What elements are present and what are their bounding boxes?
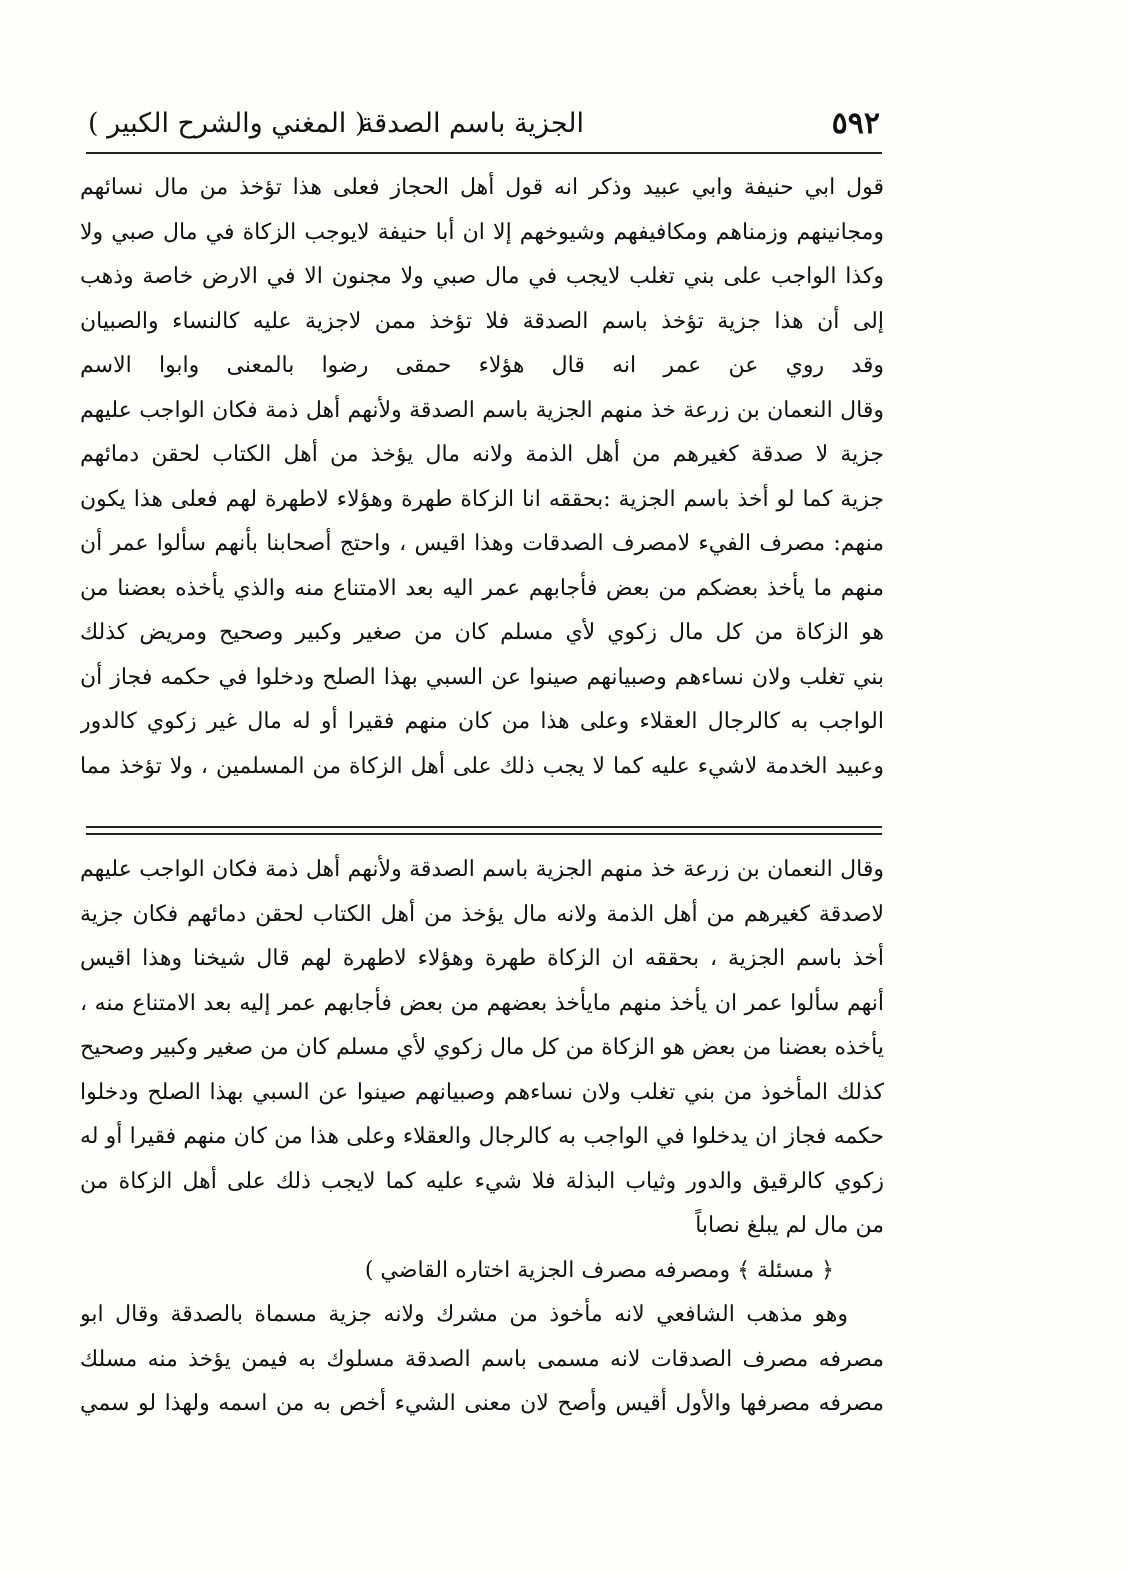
text-line: إلى أن هذا جزية تؤخذ باسم الصدقة فلا تؤخذ ممن لاجزية عليه كالنساء والصبيان <box>80 308 884 334</box>
lower-text-block <box>80 848 884 1427</box>
text-line: وعبيد الخدمة لاشيء عليه كما لا يجب ذلك على أهل الزكاة من المسلمين ، ولا تؤخذ مما <box>80 753 884 779</box>
header-rule <box>86 152 882 154</box>
text-line: زكوي كالرقيق والدور وثياب البذلة فلا شيء عليه كما لايجب ذلك على أهل الزكاة من <box>80 1168 884 1194</box>
issue-heading <box>80 1249 884 1294</box>
text-line: وهو مذهب الشافعي لانه مأخوذ من مشرك ولانه جزية مسماة بالصدقة وقال ابو <box>80 1302 848 1327</box>
running-title: الجزية باسم الصدقة <box>359 108 584 139</box>
text-line: منهم: مصرف الفيء لامصرف الصدقات وهذا اقيس ، واحتج أصحابنا بأنهم سألوا عمر أن <box>80 531 884 556</box>
text-line: يأخذه بعضنا من بعض هو الزكاة من كل مال زكوي لأي مسلم كان من صغير وكبير وصحيح <box>80 1035 884 1060</box>
section-separator <box>86 826 882 835</box>
text-line: منهم ما يأخذ بعضكم من بعض فأجابهم عمر اليه بعد الامتناع منه والذي يأخذه بعضنا من <box>80 575 884 601</box>
text-line: من مال لم يبلغ نصاباً <box>695 1213 884 1238</box>
text-line: مصرفه مصرف الصدقات لانه مسمى باسم الصدقة مسلوك به فيمن يؤخذ منه مسلك <box>80 1346 884 1372</box>
upper-text-block <box>80 166 884 789</box>
text-line: قول ابي حنيفة وابي عبيد وذكر انه قول أهل الحجاز فعلى هذا تؤخذ من مال نسائهم <box>80 175 884 200</box>
text-line: الواجب به كالرجال العقلاء وعلى هذا من كان منهم فقيرا أو له مال غير زكوي كالدور <box>80 709 884 734</box>
text-line: لاصدقة كغيرهم من أهل الذمة ولانه مال يؤخذ من أهل الكتاب لحقن دمائهم فكان جزية <box>80 901 884 927</box>
issue-heading-marker: ﴿ مسئلة ﴾ <box>737 1257 834 1283</box>
book-title: ( المغني والشرح الكبير ) <box>88 108 366 139</box>
text-line: ومجانينهم وزمناهم ومكافيفهم وشيوخهم إلا ان أبا حنيفة لايوجب الزكاة في مال صبي ولا <box>80 219 884 245</box>
text-line: هو الزكاة من كل مال زكوي لأي مسلم كان من صغير وكبير وصحيح ومريض كذلك <box>80 620 884 645</box>
text-line: بني تغلب ولان نساءهم وصبيانهم صينوا عن السبي بهذا الصلح ودخلوا في حكمه فجاز أن <box>80 664 884 690</box>
text-line: جزية لا صدقة كغيرهم من أهل الذمة ولانه مال يؤخذ من أهل الكتاب لحقن دمائهم <box>80 442 884 467</box>
issue-heading-text: ومصرفه مصرف الجزية اختاره القاضي ) <box>364 1257 731 1283</box>
text-line: وقال النعمان بن زرعة خذ منهم الجزية باسم الصدقة ولأنهم أهل ذمة فكان الواجب عليهم <box>80 857 884 882</box>
text-line: حكمه فجاز ان يدخلوا في الواجب به كالرجال والعقلاء وعلى هذا من كان منهم فقيرا أو له <box>80 1124 884 1149</box>
text-line: وقد روي عن عمر انه قال هؤلاء حمقى رضوا بالمعنى وابوا الاسم <box>80 353 884 378</box>
text-line: وقال النعمان بن زرعة خذ منهم الجزية باسم الصدقة ولأنهم أهل ذمة فكان الواجب عليهم <box>80 397 884 423</box>
text-line: كذلك المأخوذ من بني تغلب ولان نساءهم وصبيانهم صينوا عن السبي بهذا الصلح ودخلوا <box>80 1079 884 1105</box>
text-line: أنهم سألوا عمر ان يأخذ منهم مايأخذ بعضهم من بعض فأجابهم عمر إليه بعد الامتناع منه ، <box>80 990 884 1016</box>
text-line: وكذا الواجب على بني تغلب لايجب في مال صبي ولا مجنون الا في الارض خاصة وذهب <box>80 264 884 289</box>
text-line: جزية كما لو أخذ باسم الجزية :بحققه انا الزكاة طهرة وهؤلاء لاطهرة لهم فعلى هذا يكون <box>80 486 884 512</box>
page-number: ٥٩٢ <box>831 106 880 141</box>
text-line: مصرفه مصرفها والأول أقيس وأصح لان معنى الشيء أخص به من اسمه ولهذا لو سمي <box>80 1391 884 1416</box>
page-header <box>88 104 880 148</box>
text-line: أخذ باسم الجزية ، بحققه ان الزكاة طهرة وهؤلاء لاطهرة لهم قال شيخنا وهذا اقيس <box>80 946 884 971</box>
